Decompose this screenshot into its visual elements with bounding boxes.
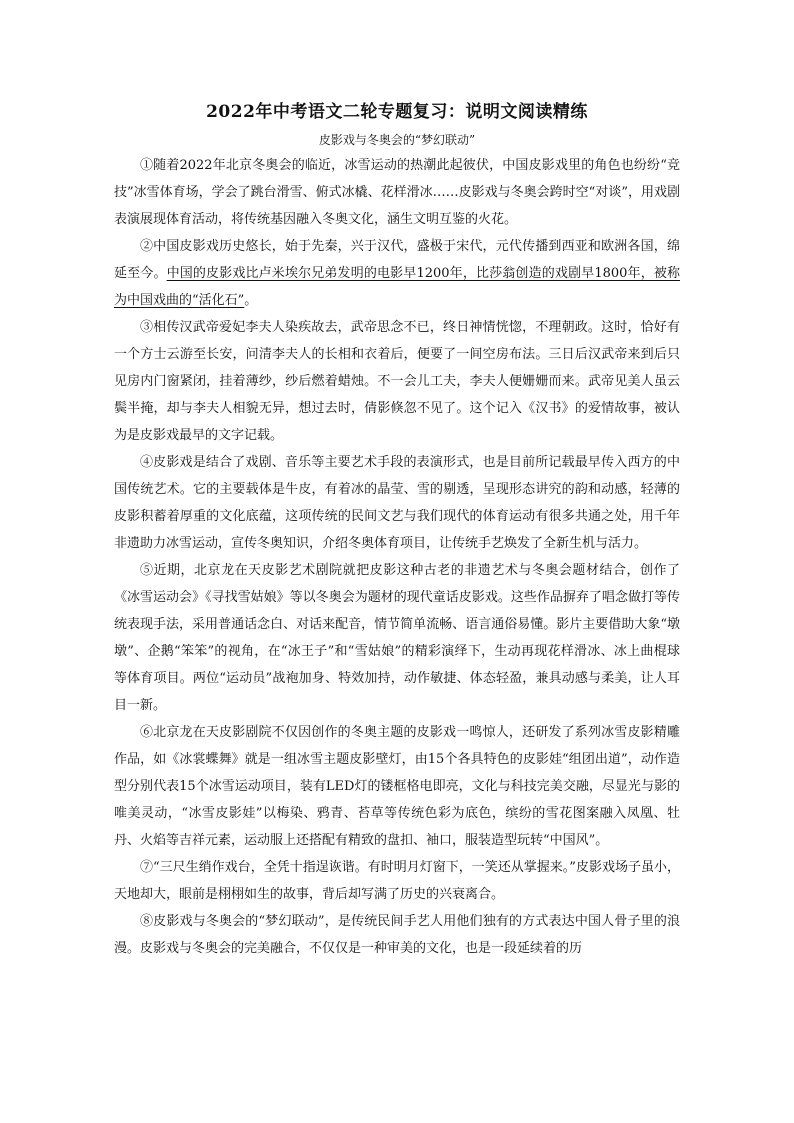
paragraph-2-lead: ②中国皮影戏历史悠长，始于先秦，兴于汉代，盛极于宋代，元代传播到西亚和欧洲各国，绵延至今。: [114, 239, 680, 281]
article-title: 皮影戏与冬奥会的“梦幻联动”: [318, 133, 476, 147]
document-title: 2022年中考语文二轮专题复习：说明文阅读精练: [206, 102, 588, 122]
paragraph-5: ⑤近期，北京龙在天皮影艺术剧院就把皮影这种古老的非遗艺术与冬奥会题材结合，创作了《冰雪运动会》《寻找雪姑娘》等以冬奥会为题材的现代童话皮影戏。这些作品摒弃了唱念做打等传统表现手法，采用普通话念白、对话来配音，情节简单流畅、语言通俗易懂。影片主要借助大象“墩墩”、企鹅“笨笨”的视角，在“冰王子”和“雪姑娘”的精彩演绎下，生动再现花样滑冰、冰上曲棍球等体育项目。两位“运动员”战袍加身、特效加持，动作敏捷、体态轻盈，兼具动感与柔美，让人耳目一新。: [114, 563, 680, 713]
paragraph-2-tail: 。: [244, 293, 258, 308]
paragraph-3: ③相传汉武帝爱妃李夫人染疾故去，武帝思念不已，终日神情恍惚，不理朝政。这时，恰好有一个方士云游至长安，问清李夫人的长相和衣着后，便要了一间空房布法。三日后汉武帝来到后只见房内门窗紧闭，挂着薄纱，纱后燃着蜡烛。不一会儿工夫，李夫人便姗姗而来。武帝见美人虽云鬓半掩，却与李夫人相貌无异，想过去时，倩影倏忽不见了。这个记入《汉书》的爱情故事，被认为是皮影戏最早的文字记载。: [114, 320, 680, 443]
paragraph-2-underlined-sentence: 中国的皮影戏比卢米埃尔兄弟发明的电影早1200年，比莎翁创造的戏剧早1800年，被称为中国戏曲的“活化石”: [114, 266, 680, 308]
paragraph-1: ①随着2022年北京冬奥会的临近，冰雪运动的热潮此起彼伏，中国皮影戏里的角色也纷纷“竞技”冰雪体育场，学会了跳台滑雪、俯式冰橇、花样滑冰……皮影戏与冬奥会跨时空“对谈”，用戏剧表演展现体育活动，将传统基因融入冬奥文化，涵生文明互鉴的火花。: [114, 158, 680, 227]
paragraph-2: [114, 233, 680, 314]
paragraph-4: ④皮影戏是结合了戏剧、音乐等主要艺术手段的表演形式，也是目前所记载最早传入西方的中国传统艺术。它的主要载体是牛皮，有着冰的晶莹、雪的剔透，呈现形态讲究的韵和动感，轻薄的皮影积蓄着厚重的文化底蕴，这项传统的民间文艺与我们现代的体育运动有很多共通之处，用千年非遗助力冰雪运动，宣传冬奥知识，介绍冬奥体育项目，让传统手艺焕发了全新生机与活力。: [114, 455, 680, 551]
paragraph-8: ⑧皮影戏与冬奥会的“梦幻联动”，是传统民间手艺人用他们独有的方式表达中国人骨子里的浪漫。皮影戏与冬奥会的完美融合，不仅仅是一种审美的文化，也是一段延续着的历: [114, 914, 680, 956]
document-page: [114, 100, 680, 962]
paragraph-6: ⑥北京龙在天皮影剧院不仅因创作的冬奥主题的皮影戏一鸣惊人，还研发了系列冰雪皮影精雕作品，如《冰裳蝶舞》就是一组冰雪主题皮影壁灯，由15个各具特色的皮影娃“组团出道”，动作造型分别代表15个冰雪运动项目，装有LED灯的镂框格电即亮，文化与科技完美交融，尽显光与影的唯美灵动，“冰雪皮影娃”以梅染、鸦青、苔草等传统色彩为底色，缤纷的雪花图案融入凤凰、牡丹、火焰等吉祥元素，运动服上还搭配有精致的盘扣、袖口，服装造型玩转“中国风”。: [114, 725, 680, 848]
paragraph-7: ⑦“三尺生绡作戏台，全凭十指逞诙谐。有时明月灯窗下，一笑还从掌握来。”皮影戏场子虽小，天地却大，眼前是栩栩如生的故事，背后却写满了历史的兴衰离合。: [114, 860, 680, 902]
